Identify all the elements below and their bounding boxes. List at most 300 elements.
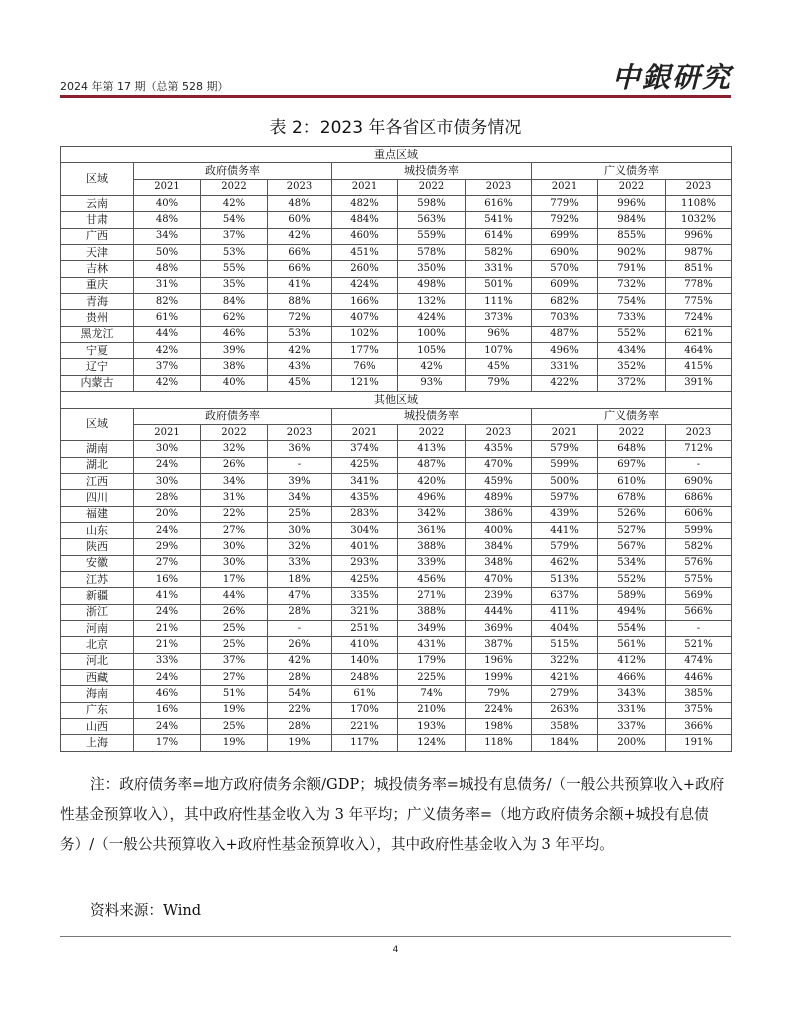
- year-header: 2023: [466, 424, 532, 440]
- value-cell: 111%: [466, 294, 532, 310]
- value-cell: 35%: [201, 277, 268, 293]
- table-row: [61, 686, 732, 702]
- value-cell: 792%: [532, 212, 598, 228]
- value-cell: 46%: [201, 326, 268, 342]
- value-cell: 107%: [466, 343, 532, 359]
- value-cell: 413%: [398, 441, 466, 457]
- value-cell: 609%: [532, 277, 598, 293]
- value-cell: 177%: [332, 343, 398, 359]
- value-cell: 422%: [532, 375, 598, 391]
- value-cell: 140%: [332, 653, 398, 669]
- value-cell: 614%: [466, 228, 532, 244]
- value-cell: 349%: [398, 620, 466, 636]
- value-cell: 19%: [201, 702, 268, 718]
- column-group-header: 广义债务率: [532, 163, 732, 179]
- value-cell: 487%: [398, 457, 466, 473]
- value-cell: 554%: [598, 620, 666, 636]
- value-cell: 50%: [134, 245, 201, 261]
- value-cell: 385%: [666, 686, 732, 702]
- value-cell: 597%: [532, 490, 598, 506]
- value-cell: 775%: [666, 294, 732, 310]
- region-name: 河南: [61, 620, 134, 636]
- year-header: 2022: [201, 179, 268, 195]
- value-cell: 733%: [598, 310, 666, 326]
- region-name: 安徽: [61, 555, 134, 571]
- region-name: 山东: [61, 522, 134, 538]
- section-title: 其他区域: [61, 392, 732, 408]
- table-row: [61, 653, 732, 669]
- value-cell: 690%: [666, 473, 732, 489]
- table-row: [61, 735, 732, 751]
- year-header: 2021: [332, 179, 398, 195]
- value-cell: 37%: [201, 653, 268, 669]
- value-cell: 576%: [666, 555, 732, 571]
- table-row: [61, 702, 732, 718]
- value-cell: 343%: [598, 686, 666, 702]
- value-cell: 498%: [398, 277, 466, 293]
- value-cell: 45%: [268, 375, 332, 391]
- value-cell: 40%: [201, 375, 268, 391]
- value-cell: 434%: [598, 343, 666, 359]
- column-group-header: 政府债务率: [134, 408, 332, 424]
- value-cell: 534%: [598, 555, 666, 571]
- value-cell: 28%: [268, 719, 332, 735]
- value-cell: 82%: [134, 294, 201, 310]
- value-cell: 637%: [532, 588, 598, 604]
- value-cell: 1032%: [666, 212, 732, 228]
- value-cell: 424%: [398, 310, 466, 326]
- year-header: 2022: [598, 424, 666, 440]
- value-cell: 17%: [201, 571, 268, 587]
- value-cell: 778%: [666, 277, 732, 293]
- value-cell: 293%: [332, 555, 398, 571]
- table-row: [61, 359, 732, 375]
- value-cell: 420%: [398, 473, 466, 489]
- column-group-header: 城投债务率: [332, 408, 532, 424]
- value-cell: 459%: [466, 473, 532, 489]
- table-row: [61, 506, 732, 522]
- value-cell: 575%: [666, 571, 732, 587]
- value-cell: 400%: [466, 522, 532, 538]
- value-cell: 331%: [466, 261, 532, 277]
- region-name: 河北: [61, 653, 134, 669]
- table-row: [61, 588, 732, 604]
- value-cell: 350%: [398, 261, 466, 277]
- year-header-row: [61, 179, 732, 195]
- value-cell: 41%: [268, 277, 332, 293]
- value-cell: 411%: [532, 604, 598, 620]
- value-cell: 361%: [398, 522, 466, 538]
- data-source: 资料来源：Wind: [90, 902, 202, 919]
- value-cell: 569%: [666, 588, 732, 604]
- value-cell: 496%: [398, 490, 466, 506]
- value-cell: 42%: [398, 359, 466, 375]
- value-cell: 407%: [332, 310, 398, 326]
- value-cell: 27%: [201, 522, 268, 538]
- value-cell: 39%: [268, 473, 332, 489]
- column-group-row: [61, 163, 732, 179]
- value-cell: 552%: [598, 571, 666, 587]
- value-cell: 25%: [201, 719, 268, 735]
- value-cell: 466%: [598, 670, 666, 686]
- value-cell: 410%: [332, 637, 398, 653]
- value-cell: 348%: [466, 555, 532, 571]
- value-cell: 166%: [332, 294, 398, 310]
- value-cell: 27%: [134, 555, 201, 571]
- value-cell: 22%: [201, 506, 268, 522]
- value-cell: 42%: [201, 196, 268, 212]
- value-cell: 732%: [598, 277, 666, 293]
- value-cell: 366%: [666, 719, 732, 735]
- value-cell: 439%: [532, 506, 598, 522]
- value-cell: 462%: [532, 555, 598, 571]
- value-cell: 566%: [666, 604, 732, 620]
- value-cell: 369%: [466, 620, 532, 636]
- region-name: 广西: [61, 228, 134, 244]
- value-cell: 552%: [598, 326, 666, 342]
- year-header: 2021: [532, 179, 598, 195]
- value-cell: 37%: [134, 359, 201, 375]
- region-column-header: 区域: [61, 408, 134, 441]
- region-name: 海南: [61, 686, 134, 702]
- value-cell: 851%: [666, 261, 732, 277]
- value-cell: 260%: [332, 261, 398, 277]
- value-cell: 621%: [666, 326, 732, 342]
- value-cell: 263%: [532, 702, 598, 718]
- value-cell: 24%: [134, 522, 201, 538]
- value-cell: 28%: [134, 490, 201, 506]
- value-cell: 415%: [666, 359, 732, 375]
- value-cell: 221%: [332, 719, 398, 735]
- value-cell: 496%: [532, 343, 598, 359]
- table-row: [61, 604, 732, 620]
- table-row: [61, 539, 732, 555]
- year-header: 2022: [201, 424, 268, 440]
- value-cell: 118%: [466, 735, 532, 751]
- value-cell: 53%: [268, 326, 332, 342]
- value-cell: 30%: [134, 473, 201, 489]
- section-header-row: [61, 392, 732, 408]
- region-name: 黑龙江: [61, 326, 134, 342]
- value-cell: 1108%: [666, 196, 732, 212]
- value-cell: 31%: [201, 490, 268, 506]
- value-cell: 388%: [398, 604, 466, 620]
- value-cell: 132%: [398, 294, 466, 310]
- value-cell: 19%: [201, 735, 268, 751]
- value-cell: 44%: [201, 588, 268, 604]
- value-cell: 48%: [268, 196, 332, 212]
- value-cell: 96%: [466, 326, 532, 342]
- value-cell: 196%: [466, 653, 532, 669]
- value-cell: 515%: [532, 637, 598, 653]
- value-cell: 32%: [201, 441, 268, 457]
- value-cell: 54%: [201, 212, 268, 228]
- value-cell: 444%: [466, 604, 532, 620]
- value-cell: 487%: [532, 326, 598, 342]
- region-name: 北京: [61, 637, 134, 653]
- value-cell: 33%: [134, 653, 201, 669]
- region-name: 吉林: [61, 261, 134, 277]
- value-cell: 513%: [532, 571, 598, 587]
- value-cell: 902%: [598, 245, 666, 261]
- value-cell: 30%: [201, 539, 268, 555]
- value-cell: 500%: [532, 473, 598, 489]
- value-cell: -: [666, 620, 732, 636]
- value-cell: 541%: [466, 212, 532, 228]
- value-cell: 610%: [598, 473, 666, 489]
- year-header: 2022: [398, 179, 466, 195]
- year-header: 2022: [598, 179, 666, 195]
- year-header: 2023: [666, 424, 732, 440]
- value-cell: 24%: [134, 457, 201, 473]
- value-cell: 42%: [268, 228, 332, 244]
- value-cell: 30%: [134, 441, 201, 457]
- value-cell: 198%: [466, 719, 532, 735]
- year-header: 2021: [134, 424, 201, 440]
- value-cell: 37%: [201, 228, 268, 244]
- value-cell: 41%: [134, 588, 201, 604]
- value-cell: 331%: [598, 702, 666, 718]
- value-cell: 62%: [201, 310, 268, 326]
- value-cell: 251%: [332, 620, 398, 636]
- value-cell: 200%: [598, 735, 666, 751]
- value-cell: 391%: [666, 375, 732, 391]
- value-cell: 191%: [666, 735, 732, 751]
- value-cell: 55%: [201, 261, 268, 277]
- region-name: 四川: [61, 490, 134, 506]
- region-name: 湖北: [61, 457, 134, 473]
- table-row: [61, 473, 732, 489]
- year-header: 2022: [398, 424, 466, 440]
- value-cell: 372%: [598, 375, 666, 391]
- value-cell: 100%: [398, 326, 466, 342]
- value-cell: 76%: [332, 359, 398, 375]
- header-divider: [60, 95, 731, 98]
- value-cell: 435%: [466, 441, 532, 457]
- table-row: [61, 375, 732, 391]
- value-cell: 248%: [332, 670, 398, 686]
- value-cell: 375%: [666, 702, 732, 718]
- region-name: 上海: [61, 735, 134, 751]
- value-cell: 19%: [268, 735, 332, 751]
- value-cell: 74%: [398, 686, 466, 702]
- value-cell: 589%: [598, 588, 666, 604]
- value-cell: 42%: [134, 343, 201, 359]
- value-cell: 494%: [598, 604, 666, 620]
- table-title: 表 2：2023 年各省区市债务情况: [269, 118, 522, 138]
- value-cell: 34%: [201, 473, 268, 489]
- value-cell: 987%: [666, 245, 732, 261]
- value-cell: 30%: [201, 555, 268, 571]
- table-row: [61, 522, 732, 538]
- value-cell: 561%: [598, 637, 666, 653]
- value-cell: 45%: [466, 359, 532, 375]
- value-cell: 358%: [532, 719, 598, 735]
- value-cell: 38%: [201, 359, 268, 375]
- value-cell: 39%: [201, 343, 268, 359]
- value-cell: 337%: [598, 719, 666, 735]
- value-cell: 26%: [201, 604, 268, 620]
- value-cell: 24%: [134, 604, 201, 620]
- value-cell: 570%: [532, 261, 598, 277]
- section-title: 重点区域: [61, 147, 732, 163]
- value-cell: 199%: [466, 670, 532, 686]
- region-name: 西藏: [61, 670, 134, 686]
- value-cell: 121%: [332, 375, 398, 391]
- value-cell: 374%: [332, 441, 398, 457]
- value-cell: 33%: [268, 555, 332, 571]
- value-cell: 225%: [398, 670, 466, 686]
- value-cell: 28%: [268, 670, 332, 686]
- table-row: [61, 196, 732, 212]
- value-cell: 599%: [532, 457, 598, 473]
- value-cell: 93%: [398, 375, 466, 391]
- value-cell: 117%: [332, 735, 398, 751]
- value-cell: 79%: [466, 686, 532, 702]
- year-header: 2023: [666, 179, 732, 195]
- section-header-row: [61, 147, 732, 163]
- column-group-header: 城投债务率: [332, 163, 532, 179]
- region-name: 陕西: [61, 539, 134, 555]
- value-cell: 387%: [466, 637, 532, 653]
- region-name: 江西: [61, 473, 134, 489]
- table-row: [61, 261, 732, 277]
- value-cell: 470%: [466, 457, 532, 473]
- value-cell: 456%: [398, 571, 466, 587]
- value-cell: 322%: [532, 653, 598, 669]
- value-cell: 25%: [201, 637, 268, 653]
- region-name: 江苏: [61, 571, 134, 587]
- value-cell: 598%: [398, 196, 466, 212]
- value-cell: 224%: [466, 702, 532, 718]
- value-cell: 425%: [332, 457, 398, 473]
- value-cell: 441%: [532, 522, 598, 538]
- value-cell: 21%: [134, 637, 201, 653]
- brand-logo: 中銀研究: [612, 61, 733, 94]
- column-group-row: [61, 408, 732, 424]
- table-row: [61, 343, 732, 359]
- value-cell: 271%: [398, 588, 466, 604]
- value-cell: 425%: [332, 571, 398, 587]
- value-cell: 42%: [134, 375, 201, 391]
- region-name: 甘肃: [61, 212, 134, 228]
- region-name: 重庆: [61, 277, 134, 293]
- table-row: [61, 441, 732, 457]
- value-cell: 331%: [532, 359, 598, 375]
- value-cell: 335%: [332, 588, 398, 604]
- value-cell: 559%: [398, 228, 466, 244]
- table-row: [61, 637, 732, 653]
- value-cell: 66%: [268, 245, 332, 261]
- value-cell: 66%: [268, 261, 332, 277]
- value-cell: 25%: [201, 620, 268, 636]
- value-cell: 40%: [134, 196, 201, 212]
- value-cell: 25%: [268, 506, 332, 522]
- value-cell: 47%: [268, 588, 332, 604]
- column-group-header: 政府债务率: [134, 163, 332, 179]
- value-cell: 54%: [268, 686, 332, 702]
- value-cell: 48%: [134, 261, 201, 277]
- value-cell: 373%: [466, 310, 532, 326]
- issue-label: 2024 年第 17 期（总第 528 期）: [60, 80, 229, 93]
- table-row: [61, 326, 732, 342]
- region-name: 内蒙古: [61, 375, 134, 391]
- value-cell: 996%: [598, 196, 666, 212]
- value-cell: 470%: [466, 571, 532, 587]
- region-name: 福建: [61, 506, 134, 522]
- value-cell: 16%: [134, 571, 201, 587]
- value-cell: 193%: [398, 719, 466, 735]
- value-cell: 489%: [466, 490, 532, 506]
- value-cell: 697%: [598, 457, 666, 473]
- value-cell: 61%: [134, 310, 201, 326]
- value-cell: 60%: [268, 212, 332, 228]
- value-cell: 53%: [201, 245, 268, 261]
- value-cell: 46%: [134, 686, 201, 702]
- table-row: [61, 457, 732, 473]
- value-cell: 30%: [268, 522, 332, 538]
- year-header: 2023: [466, 179, 532, 195]
- value-cell: 44%: [134, 326, 201, 342]
- value-cell: 48%: [134, 212, 201, 228]
- table-row: [61, 294, 732, 310]
- value-cell: -: [666, 457, 732, 473]
- value-cell: 712%: [666, 441, 732, 457]
- region-name: 新疆: [61, 588, 134, 604]
- value-cell: 464%: [666, 343, 732, 359]
- value-cell: 996%: [666, 228, 732, 244]
- value-cell: 17%: [134, 735, 201, 751]
- value-cell: 124%: [398, 735, 466, 751]
- value-cell: 754%: [598, 294, 666, 310]
- year-header: 2021: [134, 179, 201, 195]
- value-cell: 482%: [332, 196, 398, 212]
- value-cell: 431%: [398, 637, 466, 653]
- value-cell: 34%: [134, 228, 201, 244]
- footer-divider: [60, 936, 731, 937]
- value-cell: 435%: [332, 490, 398, 506]
- value-cell: 29%: [134, 539, 201, 555]
- value-cell: 342%: [398, 506, 466, 522]
- value-cell: 321%: [332, 604, 398, 620]
- year-header: 2023: [268, 424, 332, 440]
- table-row: [61, 310, 732, 326]
- value-cell: 61%: [332, 686, 398, 702]
- debt-table: [60, 146, 732, 752]
- value-cell: 579%: [532, 441, 598, 457]
- value-cell: 567%: [598, 539, 666, 555]
- region-name: 青海: [61, 294, 134, 310]
- value-cell: 474%: [666, 653, 732, 669]
- value-cell: 16%: [134, 702, 201, 718]
- value-cell: 724%: [666, 310, 732, 326]
- value-cell: 24%: [134, 719, 201, 735]
- value-cell: 682%: [532, 294, 598, 310]
- page-number: 4: [392, 945, 399, 955]
- value-cell: 105%: [398, 343, 466, 359]
- value-cell: 521%: [666, 637, 732, 653]
- value-cell: 501%: [466, 277, 532, 293]
- value-cell: 686%: [666, 490, 732, 506]
- region-name: 山西: [61, 719, 134, 735]
- year-header: 2021: [332, 424, 398, 440]
- value-cell: 599%: [666, 522, 732, 538]
- value-cell: -: [268, 620, 332, 636]
- value-cell: 616%: [466, 196, 532, 212]
- value-cell: 79%: [466, 375, 532, 391]
- value-cell: 384%: [466, 539, 532, 555]
- value-cell: 210%: [398, 702, 466, 718]
